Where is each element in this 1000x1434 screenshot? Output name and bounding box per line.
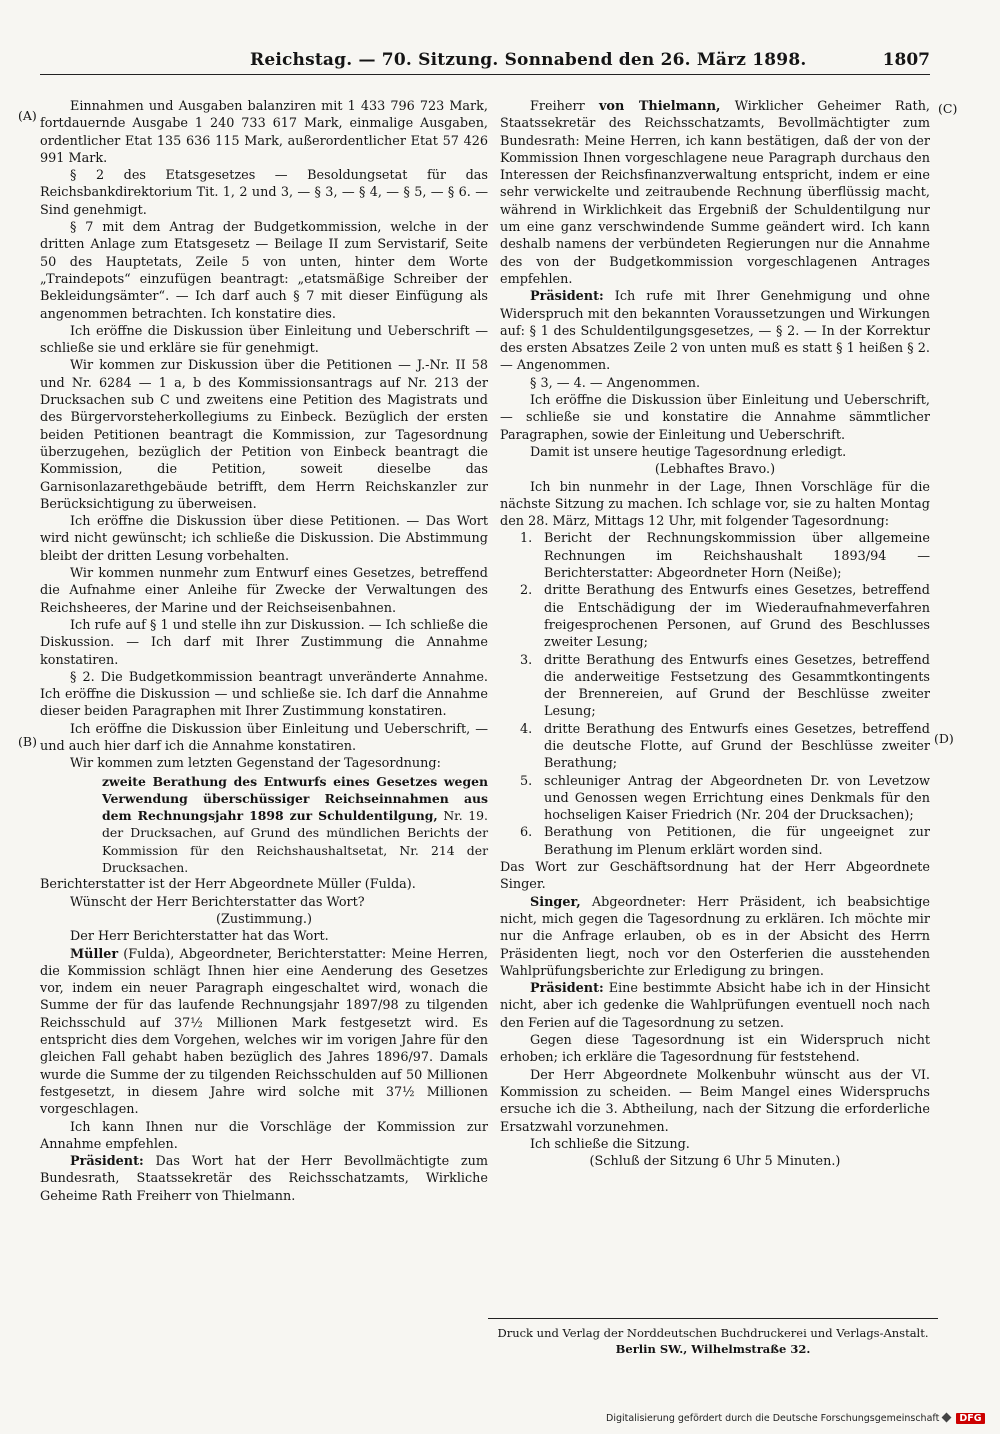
paragraph: Ich bin nunmehr in der Lage, Ihnen Vorschläge für die nächste Sitzung zu machen. Ich schlage vor, sie zu halten Montag den 28. März, Mittags 12 Uhr, mit folgender Tagesordnung:: [500, 479, 930, 530]
paragraph: Ich eröffne die Diskussion über Einleitung und Ueberschrift, — und auch hier darf ich die Annahme konstatiren.: [40, 721, 488, 754]
funding-text: Digitalisierung gefördert durch die Deutsche Forschungsgemeinschaft: [606, 1413, 940, 1424]
agenda-item-block: [102, 773, 488, 877]
margin-marker-b: (B): [18, 734, 37, 749]
agenda-number: 5.: [520, 773, 533, 789]
paragraph: § 2 des Etatsgesetzes — Besoldungsetat für das Reichsbankdirektorium Tit. 1, 2 und 3, — § 3, — § 4, — § 5, — § 6. — Sind genehmigt.: [40, 168, 488, 218]
speech-paragraph: [40, 946, 488, 1119]
interjection: (Lebhaftes Bravo.): [654, 462, 776, 478]
running-title: Reichstag. — 70. Sitzung. Sonnabend den 26. März 1898.: [250, 50, 807, 70]
agenda-text: dritte Berathung des Entwurfs eines Gesetzes, betreffend die anderweitige Festsetzung des Gesammtkontingents der Brennereien, auf Grund der Beschlüsse zweiter Lesung;: [544, 652, 930, 720]
paragraph: Ich eröffne die Diskussion über Einleitung und Ueberschrift — schließe sie und erkläre sie für genehmigt.: [40, 323, 488, 357]
agenda-number: 4.: [520, 721, 533, 737]
speaker-prefix: Freiherr: [530, 99, 599, 114]
agenda-text: schleuniger Antrag der Abgeordneten Dr. von Levetzow und Genossen wegen Errichtung eines Denkmals für den hochseligen Kaiser Friedrich (Nr. 204 der Drucksachen);: [544, 773, 930, 824]
speaker-label: Präsident:: [530, 981, 604, 997]
paragraph: Gegen diese Tagesordnung ist ein Widerspruch nicht erhoben; ich erkläre die Tagesordnung für feststehend.: [500, 1033, 930, 1066]
paragraph: Damit ist unsere heutige Tagesordnung erledigt.: [530, 444, 847, 460]
agenda-text: Berathung von Petitionen, die für ungeeignet zur Berathung im Plenum erklärt worden sind.: [544, 825, 930, 858]
speech-paragraph: [500, 288, 930, 374]
speech-paragraph: [500, 980, 930, 1032]
speaker-name: von Thielmann,: [598, 99, 721, 114]
paragraph: Ich schließe die Sitzung.: [530, 1136, 690, 1152]
agenda-list: [500, 530, 930, 859]
agenda-item: [520, 824, 930, 859]
speaker-label: Präsident:: [70, 1154, 144, 1170]
right-column: [500, 98, 930, 1170]
agenda-item: [520, 652, 930, 721]
speech-text: Das Wort hat der Herr Bevollmächtigte zum Bundesrath, Staatssekretär des Reichsschatzamts, Wirkliche Geheime Rath Freiherr von Thielmann.: [40, 1154, 488, 1204]
paragraph: Ich rufe auf § 1 und stelle ihn zur Diskussion. — Ich schließe die Diskussion. — Ich darf mit Ihrer Zustimmung die Annahme konstatiren.: [40, 617, 488, 668]
imprint-line: Berlin SW., Wilhelmstraße 32.: [615, 1342, 811, 1356]
paragraph: § 7 mit dem Antrag der Budgetkommission, welche in der dritten Anlage zum Etatsgesetz — Beilage II zum Servistarif, Seite 50 des Hauptetats, Zeile 5 von unten, hinter dem Worte „Traindepots“ einzufügen beantragt: „etatsmäßige Schreiber der Bekleidungsämter“. — Ich darf auch § 7 mit dieser Einfügung als angenommen betrachten. Ich konstatire dies.: [40, 220, 488, 322]
agenda-item: [520, 721, 930, 773]
speech-paragraph: [500, 98, 930, 288]
paragraph: Ich eröffne die Diskussion über diese Petitionen. — Das Wort wird nicht gewünscht; ich schließe die Diskussion. Die Abstimmung bleibt der dritten Lesung vorbehalten.: [40, 514, 488, 564]
speech-paragraph: [500, 894, 930, 980]
paragraph: Wir kommen zum letzten Gegenstand der Tagesordnung:: [70, 756, 441, 772]
paragraph: Ich kann Ihnen nur die Vorschläge der Kommission zur Annahme empfehlen.: [40, 1119, 488, 1152]
page-header: [40, 48, 930, 75]
speech-text: (Fulda), Abgeordneter, Berichterstatter: Meine Herren, die Kommission schlägt Ihnen hier eine Aenderung des Gesetzes vor, indem ein neuer Paragraph eingeschaltet wird, wonach die Summe der für das laufende Rechnungsjahr 1897/98 zu tilgenden Reichsschuld auf 37½ Millionen Mark festgesetzt wird. Es entspricht dies dem Vorgehen, welches wir im vorigen Jahre für den gleichen Fall gehabt haben bezüglich des Jahres 1896/97. Damals wurde die Summe der zu tilgenden Reichsschulden auf 50 Millionen festgesetzt, in diesem Jahre wird solche mit 37½ Millionen vorgeschlagen.: [40, 946, 488, 1118]
speaker-label: Präsident:: [530, 289, 604, 305]
paragraph: Wir kommen nunmehr zum Entwurf eines Gesetzes, betreffend die Aufnahme einer Anleihe für Zwecke der Verwaltungen des Reichsheeres, der Marine und der Reichseisenbahnen.: [40, 566, 488, 616]
agenda-text: dritte Berathung des Entwurfs eines Gesetzes, betreffend die Entschädigung der im Wiederaufnahmeverfahren freigesprochenen Personen, auf Grund des Beschlusses zweiter Lesung;: [544, 583, 930, 651]
agenda-text: dritte Berathung des Entwurfs eines Gesetzes, betreffend die deutsche Flotte, auf Grund der Beschlüsse zweiter Berathung;: [544, 721, 930, 772]
paragraph: Das Wort zur Geschäftsordnung hat der Herr Abgeordnete Singer.: [500, 860, 930, 893]
diamond-icon: [942, 1413, 952, 1423]
agenda-item: [520, 582, 930, 651]
agenda-number: 2.: [520, 583, 533, 599]
imprint-line: Druck und Verlag der Norddeutschen Buchdruckerei und Verlags-Anstalt.: [497, 1326, 929, 1340]
speech-text: Abgeordneter: Herr Präsident, ich beabsichtige nicht, mich gegen die Tagesordnung zu erklären. Ich möchte mir nur die Anfrage erlauben, ob es in der Absicht des Herrn Präsidenten liegt, noch vor den Osterferien die ausstehenden Wahlprüfungsberichte zur Erledigung zu bringen.: [500, 894, 930, 979]
paragraph: § 2. Die Budgetkommission beantragt unveränderte Annahme. Ich eröffne die Diskussion — und schließe sie. Ich darf die Annahme dieser beiden Paragraphen mit Ihrer Zustimmung konstatiren.: [40, 669, 488, 720]
left-column: [40, 98, 488, 1205]
speaker-name: Singer,: [530, 894, 581, 910]
paragraph: Einnahmen und Ausgaben balanziren mit 1 433 796 723 Mark, fortdauernde Ausgabe 1 240 733 617 Mark, einmalige Ausgaben, ordentlicher Etat 135 636 115 Mark, außerordentlicher Etat 57 426 991 Mark.: [40, 99, 488, 166]
agenda-number: 1.: [520, 531, 533, 547]
agenda-number: 6.: [520, 825, 533, 841]
speech-paragraph: [40, 1153, 488, 1205]
speech-text: Ich rufe mit Ihrer Genehmigung und ohne Widerspruch mit den bekannten Voraussetzungen und Wirkungen auf: § 1 des Schuldentilgungsgesetzes, — § 2. — In der Korrektur des ersten Absatzes Zeile 2 von unten muß es statt § 1 heißen § 2. — Angenommen.: [500, 289, 930, 374]
paragraph: Berichterstatter ist der Herr Abgeordnete Müller (Fulda).: [40, 877, 416, 893]
margin-marker-a: (A): [18, 108, 37, 123]
dfg-logo: DFG: [956, 1413, 984, 1424]
agenda-item: [520, 773, 930, 825]
agenda-number: 3.: [520, 652, 533, 668]
margin-marker-c: (C): [938, 101, 958, 116]
closing-note: (Schluß der Sitzung 6 Uhr 5 Minuten.): [589, 1154, 841, 1170]
printer-imprint: [488, 1318, 938, 1357]
speech-text: Wirklicher Geheimer Rath, Staatssekretär des Reichsschatzamts, Bevollmächtigter zum Bundesrath: Meine Herren, ich kann bestätigen, daß der von der Kommission Ihnen vorgeschlagene neue Paragraph durchaus den Interessen der Reichsfinanzverwaltung entspricht, indem er eine sehr verwickelte und zeitraubende Rechnung überflüssig macht, während in Wirklichkeit das Ergebniß der Schuldentilgung nur um eine ganz verschwindende Summe geändert wird. Ich kann deshalb namens der verbündeten Regierungen nur die Annahme des von der Budgetkommission vorgeschlagenen Antrages empfehlen.: [500, 99, 931, 287]
paragraph: Ich eröffne die Diskussion über Einleitung und Ueberschrift, — schließe sie und konstatire die Annahme sämmtlicher Paragraphen, sowie der Einleitung und Ueberschrift.: [500, 393, 930, 443]
speaker-name: Müller: [70, 946, 119, 962]
agenda-item-text: Nr. 19. der Drucksachen, auf Grund des mündlichen Berichts der Kommission für den Reichshaushaltsetat, Nr. 214 der Drucksachen.: [102, 808, 488, 876]
paragraph: Wünscht der Herr Berichterstatter das Wort?: [70, 894, 365, 910]
agenda-item: [520, 530, 930, 582]
paragraph: Der Herr Berichterstatter hat das Wort.: [70, 929, 329, 945]
paragraph: Der Herr Abgeordnete Molkenbuhr wünscht aus der VI. Kommission zu scheiden. — Beim Mangel eines Widerspruchs ersuche ich die 3. Abtheilung, nach der Sitzung die erforderliche Ersatzwahl vorzunehmen.: [500, 1067, 930, 1135]
margin-marker-d: (D): [934, 731, 954, 746]
agenda-text: Bericht der Rechnungskommission über allgemeine Rechnungen im Reichshaushalt 1893/94 — Berichterstatter: Abgeordneter Horn (Neiße);: [544, 531, 930, 582]
paragraph: § 3, — 4. — Angenommen.: [530, 375, 701, 391]
funding-footer: [606, 1413, 986, 1424]
page-number: 1807: [882, 50, 930, 70]
agenda-item-title: zweite Berathung des Entwurfs eines Gesetzes wegen Verwendung überschüssiger Reichseinnahmen aus dem Rechnungsjahr 1898 zur Schuldentilgung,: [102, 773, 488, 824]
paragraph: Wir kommen zur Diskussion über die Petitionen — J.-Nr. II 58 und Nr. 6284 — 1 a, b des Kommissionsantrags auf Nr. 213 der Drucksachen sub C und zweitens eine Petition des Magistrats und des Bürgervorsteherkollegiums zu Einbeck. Bezüglich der ersten beiden Petitionen beantragt die Kommission, zur Tagesordnung überzugehen, bezüglich der Petition von Einbeck beantragt die Kommission, die Petition, soweit dieselbe das Garnisonlazarethgebäude betrifft, dem Herrn Reichskanzler zur Berücksichtigung zu überweisen.: [40, 358, 488, 512]
interjection: (Zustimmung.): [216, 911, 312, 927]
speech-text: Eine bestimmte Absicht habe ich in der Hinsicht nicht, aber ich gedenke die Wahlprüfungen eventuell noch nach den Ferien auf die Tagesordnung zu setzen.: [500, 981, 930, 1031]
